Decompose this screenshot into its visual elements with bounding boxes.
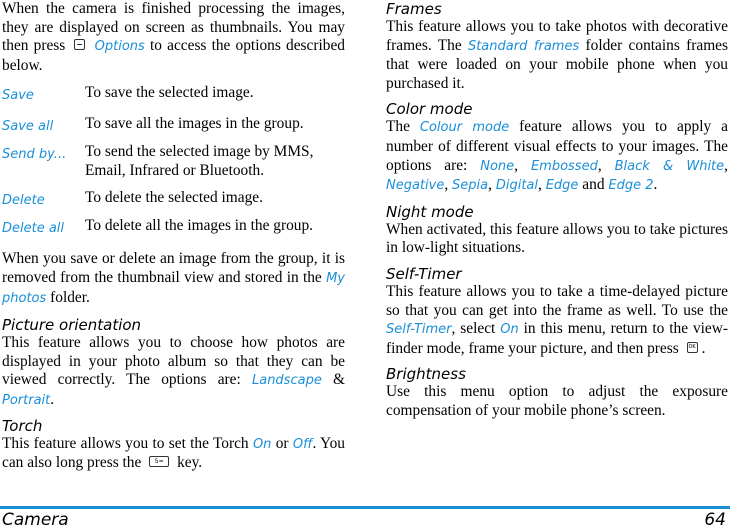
- footer-section-title: Camera: [2, 510, 69, 530]
- colour-mode-feature: Colour mode: [419, 120, 510, 136]
- option-delete-all: Delete all: [2, 221, 65, 237]
- right-column: [386, 0, 728, 421]
- color-mode-heading: Color mode: [386, 100, 473, 119]
- my-photos-folder: My photos: [2, 270, 345, 306]
- option-send-by-desc: To send the selected image by MMS, Email, Infrared or Bluetooth.: [85, 143, 314, 179]
- option-delete: Delete: [2, 193, 45, 209]
- color-mode-paragraph: The Colour mode feature allows you to apply a number of different visual effects to your images. The options are: None, Embossed, Black & White, Negative, Sepia, Digital, Edge and Edge 2.: [386, 118, 729, 194]
- night-mode-paragraph: When activated, this feature allows you to take pictures in low-light situations.: [386, 220, 728, 257]
- option-save-desc: To save the selected image.: [85, 84, 254, 102]
- option-save-all-desc: To save all the images in the group.: [85, 115, 304, 133]
- page-number: 64: [704, 510, 726, 530]
- option-send-by: Send by...: [2, 147, 67, 163]
- intro-paragraph: When the camera is finished processing the images, they are displayed on screen as thumbnails. You may then press Options to access the options described below.: [2, 0, 345, 74]
- option-delete-all-desc: To delete all the images in the group.: [85, 217, 314, 235]
- option-black-white: Black & White: [614, 158, 725, 174]
- option-delete-desc: To delete the selected image.: [85, 189, 263, 207]
- options-label: Options: [94, 39, 145, 55]
- left-column: [2, 0, 345, 473]
- torch-heading: Torch: [2, 416, 43, 435]
- option-sepia: Sepia: [452, 178, 489, 194]
- option-negative: Negative: [386, 178, 445, 194]
- frames-heading: Frames: [386, 0, 442, 18]
- night-mode-heading: Night mode: [386, 202, 474, 221]
- torch-paragraph: This feature allows you to set the Torch On or Off. You can also long press the 5= key.: [2, 434, 345, 472]
- five-key-icon: 5=: [149, 456, 169, 467]
- option-embossed: Embossed: [530, 158, 598, 174]
- option-save-all: Save all: [2, 119, 54, 135]
- self-timer-heading: Self-Timer: [386, 264, 462, 283]
- landscape-option: Landscape: [251, 373, 322, 389]
- portrait-option: Portrait: [2, 392, 51, 408]
- footer-divider: [0, 506, 730, 509]
- self-timer-feature: Self-Timer: [386, 322, 452, 338]
- option-row: [2, 140, 345, 186]
- option-row: [2, 81, 345, 112]
- option-none: None: [480, 158, 515, 174]
- frames-paragraph: This feature allows you to take photos with decorative frames. The Standard frames folder contains frames that were loaded on your mobile phone when you purchased it.: [386, 18, 728, 92]
- picture-orientation-paragraph: This feature allows you to choose how photos are displayed in your photo album so that they can be viewed correctly. The options are: Landscape & Portrait.: [2, 334, 346, 408]
- option-digital: Digital: [495, 178, 539, 194]
- standard-frames-folder: Standard frames: [467, 38, 580, 54]
- option-edge: Edge: [545, 178, 579, 194]
- picture-orientation-heading: Picture orientation: [2, 316, 142, 335]
- option-row: [2, 186, 345, 214]
- torch-off: Off: [292, 436, 313, 452]
- torch-on: On: [252, 436, 272, 452]
- options-table: [2, 81, 345, 244]
- ok-key-icon: OK: [687, 342, 698, 353]
- self-timer-paragraph: This feature allows you to take a time-delayed picture so that you can get into the frame as well. To use the Self-Timer, select On in this menu, return to the view-finder mode, frame your picture, and then press OK .: [386, 282, 728, 357]
- option-row: [2, 112, 345, 140]
- brightness-heading: Brightness: [386, 365, 466, 384]
- option-row: [2, 214, 345, 244]
- option-edge-2: Edge 2: [608, 178, 654, 194]
- left-softkey-icon: [74, 39, 85, 50]
- save-note-paragraph: When you save or delete an image from the group, it is removed from the thumbnail view and stored in the My photos folder.: [2, 250, 345, 306]
- option-save: Save: [2, 88, 34, 104]
- self-timer-on: On: [500, 322, 519, 338]
- brightness-paragraph: Use this menu option to adjust the exposure compensation of your mobile phone’s screen.: [386, 383, 728, 419]
